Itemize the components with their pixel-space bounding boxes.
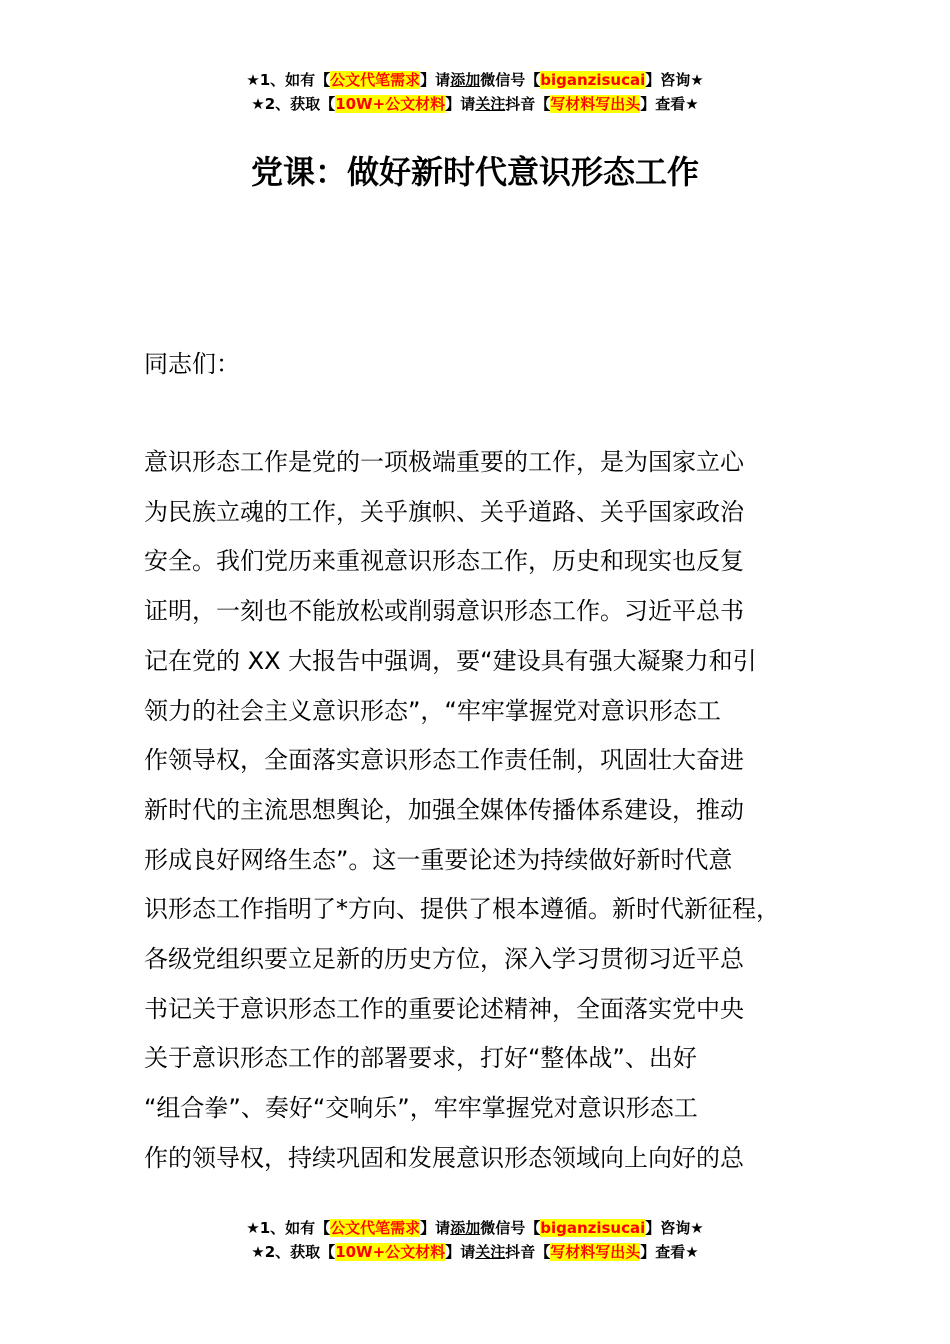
banner-text: 】咨询★ [645, 71, 704, 89]
banner-text: 微信号【 [480, 1219, 541, 1237]
salutation: 同志们： [144, 350, 240, 378]
paragraph-line: “组合拳”、奏好“交响乐”，牢牢掌握党对意识形态工 [144, 1094, 698, 1123]
footer-banner [0, 1216, 950, 1264]
paragraph-line: 各级党组织要立足新的历史方位，深入学习贯彻习近平总 [144, 945, 744, 974]
paragraph-line: 领力的社会主义意识形态”，“牢牢掌握党对意识形态工 [144, 696, 721, 725]
banner-line-1 [0, 1216, 950, 1240]
banner-text: ★2、获取【 [251, 95, 336, 113]
paragraph-line: 新时代的主流思想舆论，加强全媒体传播体系建设，推动 [144, 795, 744, 824]
banner-text: ★1、如有【 [246, 71, 331, 89]
header-banner [0, 68, 950, 116]
highlight-text: biganzisucai [540, 1219, 646, 1237]
body-paragraph [144, 438, 824, 1184]
banner-text: 】请 [420, 71, 451, 89]
banner-text: ★1、如有【 [246, 1219, 331, 1237]
banner-text: 微信号【 [480, 71, 541, 89]
underlined-text: 关注 [475, 1243, 506, 1261]
document-title: 党课：做好新时代意识形态工作 [250, 153, 699, 191]
highlight-text: 写材料写出头 [550, 1243, 641, 1261]
underlined-text: 添加 [450, 71, 481, 89]
highlight-text: biganzisucai [540, 71, 646, 89]
paragraph-line: 书记关于意识形态工作的重要论述精神，全面落实党中央 [144, 994, 744, 1023]
paragraph-line: 证明，一刻也不能放松或削弱意识形态工作。习近平总书 [144, 597, 744, 626]
banner-text: 抖音【 [505, 1243, 551, 1261]
highlight-text: 写材料写出头 [550, 95, 641, 113]
underlined-text: 添加 [450, 1219, 481, 1237]
banner-text: 】查看★ [640, 1243, 699, 1261]
banner-text: 抖音【 [505, 95, 551, 113]
banner-text: 】请 [445, 1243, 476, 1261]
highlight-text: 公文代笔需求 [330, 1219, 421, 1237]
highlight-text: 公文代笔需求 [330, 71, 421, 89]
underlined-text: 关注 [475, 95, 506, 113]
paragraph-line: 记在党的 XX 大报告中强调，要“建设具有强大凝聚力和引 [144, 646, 757, 675]
paragraph-line: 形成良好网络生态”。这一重要论述为持续做好新时代意 [144, 845, 733, 874]
highlight-text: 10W+公文材料 [335, 95, 446, 113]
banner-line-2 [0, 92, 950, 116]
banner-line-2 [0, 1240, 950, 1264]
banner-text: 】查看★ [640, 95, 699, 113]
paragraph-line: 关于意识形态工作的部署要求，打好“整体战”、出好 [144, 1044, 697, 1073]
paragraph-line: 识形态工作指明了*方向、提供了根本遵循。新时代新征程， [144, 895, 780, 924]
highlight-text: 10W+公文材料 [335, 1243, 446, 1261]
paragraph-line: 安全。我们党历来重视意识形态工作，历史和现实也反复 [144, 547, 744, 576]
banner-text: 】请 [420, 1219, 451, 1237]
paragraph-line: 作的领导权，持续巩固和发展意识形态领域向上向好的总 [144, 1143, 744, 1172]
banner-text: 】咨询★ [645, 1219, 704, 1237]
paragraph-line: 意识形态工作是党的一项极端重要的工作，是为国家立心 [144, 448, 744, 476]
paragraph-line: 作领导权，全面落实意识形态工作责任制，巩固壮大奋进 [144, 746, 744, 775]
banner-text: 】请 [445, 95, 476, 113]
banner-line-1 [0, 68, 950, 92]
paragraph-line: 为民族立魂的工作，关乎旗帜、关乎道路、关乎国家政治 [144, 497, 744, 526]
banner-text: ★2、获取【 [251, 1243, 336, 1261]
